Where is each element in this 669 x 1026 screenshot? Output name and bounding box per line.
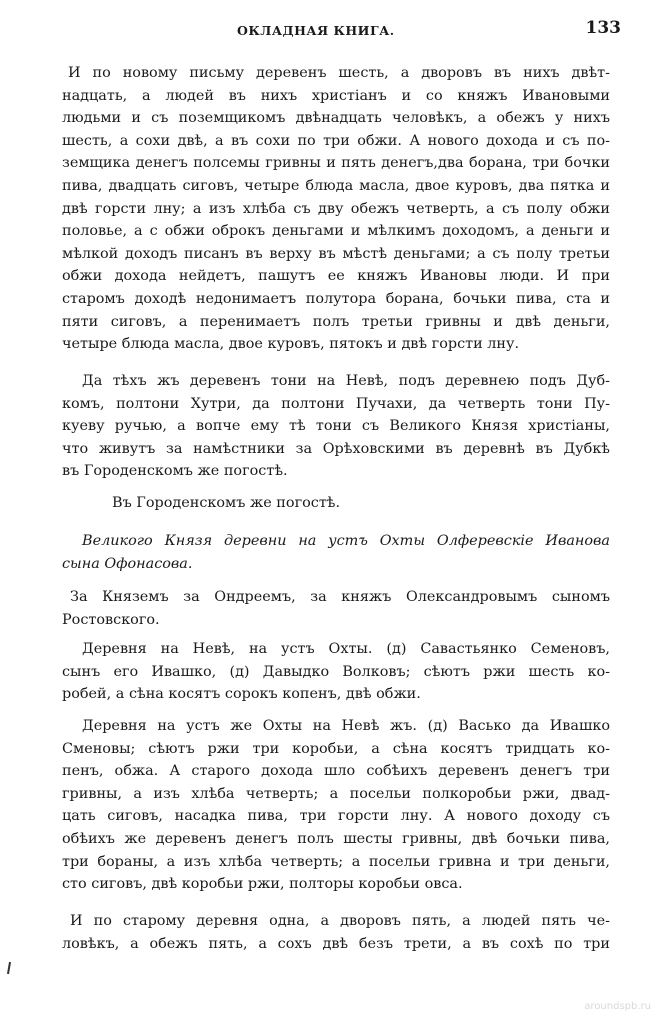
text-line: И по новому письму деревенъ шесть, а дворовъ въ нихъ двѣт- (68, 65, 610, 81)
paragraph-2 (62, 370, 610, 483)
text-line: Да тѣхъ жъ деревенъ тони на Невѣ, подъ деревнею подъ Дуб- (82, 373, 610, 389)
text-line: Деревня на устъ же Охты на Невѣ жъ. (д) Васько да Ивашко (82, 718, 610, 734)
text-line: цать сиговъ, насадка пива, три горсти лну. А нового доходу съ (62, 808, 610, 825)
paragraph-4 (62, 586, 610, 631)
section-heading: Въ Городенскомъ же погостѣ. (112, 495, 341, 511)
text-line: ловѣкъ, а обежъ пять, а сохъ двѣ безъ трети, а въ сохѣ по три (62, 935, 610, 952)
text-line: комъ, полтони Хутри, да полтони Пучахи, да четверть тони Пу- (62, 395, 610, 412)
text-line: робей, а сѣна косятъ сорокъ копенъ, двѣ обжи. (62, 686, 421, 703)
text-line: земщика денегъ полсемы гривны и пять денегъ,два борана, три бочки (62, 155, 610, 172)
running-title: ОКЛАДНАЯ КНИГА. (237, 23, 395, 38)
paragraph-7 (62, 910, 610, 955)
text-line: три бораны, а изъ хлѣба четверть; а посельи гривна и три деньги, (62, 853, 610, 870)
text-line: сынъ его Ивашко, (д) Давыдко Волковъ; сѣютъ ржи шесть ко- (62, 663, 610, 680)
text-line: шесть, а сохи двѣ, а въ сохи по три обжи. А нового дохода и съ по- (62, 132, 610, 149)
margin-mark (7, 962, 11, 974)
paragraph-5 (62, 638, 610, 706)
text-line: Ростовского. (62, 611, 160, 628)
page-header (0, 18, 669, 46)
text-line: обѣихъ же деревенъ денегъ полъ шесты гривны, двѣ бочьки пива, (62, 830, 610, 847)
watermark: aroundspb.ru (584, 1001, 651, 1012)
text-line: Деревня на Невѣ, на устъ Охты. (д) Савастьянко Семеновъ, (82, 641, 610, 657)
text-line: И по старому деревня одна, а дворовъ пять, а людей пять че- (70, 913, 610, 929)
text-line: половье, а с обжи оброкъ деньгами и мѣлкимъ доходомъ, а деньги и (62, 223, 610, 240)
text-line: пенъ, обжа. А старого дохода шло собѣихъ деревенъ денегъ три (62, 763, 610, 780)
paragraph-3 (62, 530, 610, 575)
text-line: людьми и съ поземщикомъ двѣнадцать человѣкъ, а обежъ у нихъ (62, 110, 610, 127)
text-line: двѣ горсти лну; а изъ хлѣба съ дву обежъ четверть, а съ полу обжи (62, 200, 610, 217)
paragraph-1 (62, 62, 610, 356)
text-line: старомъ доходѣ недонимаетъ полутора борана, бочьки пива, ста и (62, 290, 610, 307)
text-line: сто сиговъ, двѣ коробьи ржи, полторы коробьи овса. (62, 876, 463, 893)
page-number: 133 (585, 18, 621, 38)
text-line: обжи дохода нейдетъ, пашутъ ее княжъ Ивановы люди. И при (62, 268, 610, 285)
text-line: что живутъ за намѣстники за Орѣховскими въ деревнѣ въ Дубкѣ (62, 440, 610, 457)
text-line: мѣлкой доходъ писанъ въ верху въ мѣстѣ деньгами; а съ полу третьи (62, 245, 610, 262)
text-line: За Княземъ за Ондреемъ, за княжъ Олександровымъ сыномъ (70, 589, 610, 605)
text-line: пяти сиговъ, а перенимаетъ полъ третьи гривны и двѣ деньги, (62, 313, 610, 330)
text-line: пива, двадцать сиговъ, четыре блюда масла, двое куровъ, два пятка и (62, 177, 610, 194)
paragraph-6 (62, 715, 610, 896)
text-line: Сменовы; сѣютъ ржи три коробьи, а сѣна косятъ тридцать ко- (62, 740, 610, 757)
text-line: сына Офонасова. (62, 555, 193, 572)
text-line: куеву ручью, а вопче ему тѣ тони съ Великого Князя христіаны, (62, 418, 610, 435)
text-line: четыре блюда масла, двое куровъ, пятокъ и двѣ горсти лну. (62, 336, 520, 353)
text-line: надцать, а людей въ нихъ христіанъ и со княжъ Ивановыми (62, 87, 610, 104)
text-line: гривны, а изъ хлѣба четверть; а посельи полкоробьи ржи, двад- (62, 785, 610, 802)
text-line: Великого Князя деревни на устъ Охты Олферевскіе Иванова (82, 533, 610, 549)
text-line: въ Городенскомъ же погостѣ. (62, 463, 288, 480)
